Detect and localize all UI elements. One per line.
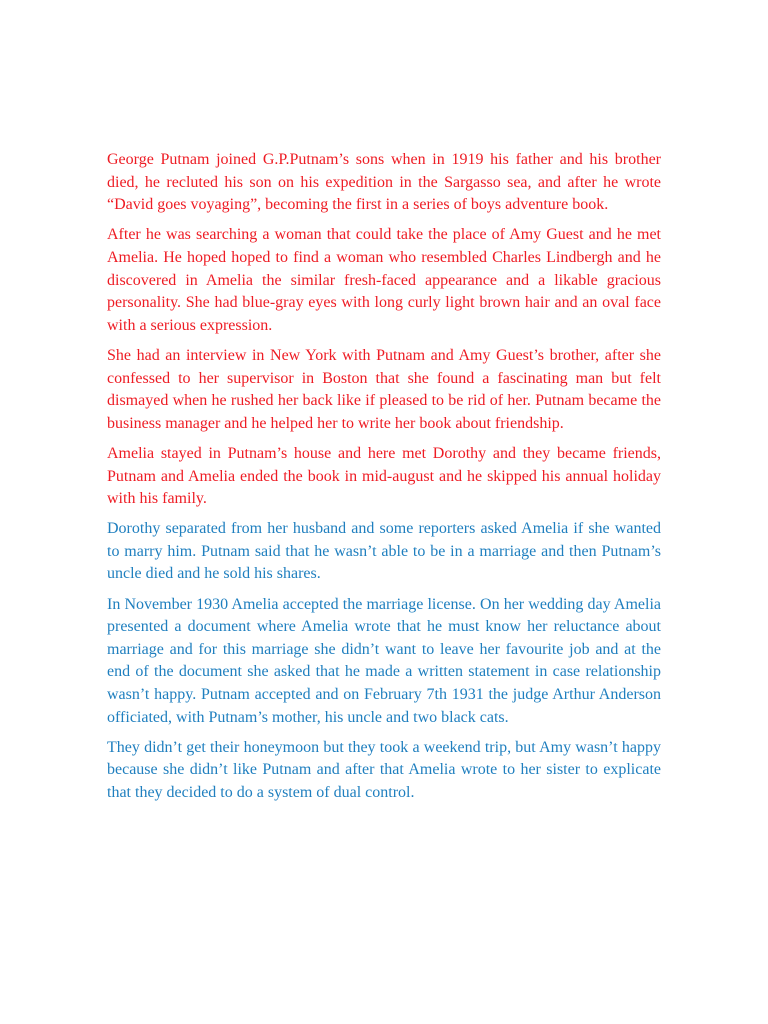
paragraph-putnam-joined: George Putnam joined G.P.Putnam’s sons when in 1919 his father and his brother died, he recluted his son on his expedition in the Sargasso sea, and after he wrote “David goes voyaging”, becoming the first in a series of boys adventure book. bbox=[107, 151, 661, 214]
document-body bbox=[107, 149, 661, 812]
paragraph-interview: She had an interview in New York with Putnam and Amy Guest’s brother, after she confessed to her supervisor in Boston that she found a fascinating man but felt dismayed when he rushed her back like if pleased to be rid of her. Putnam became the business manager and he helped her to write her book about friendship. bbox=[107, 346, 661, 432]
paragraph-honeymoon: They didn’t get their honeymoon but they took a weekend trip, but Amy wasn’t happy because she didn’t like Putnam and after that Amelia wrote to her sister to explicate that they decided to do a system of dual control. bbox=[107, 738, 661, 801]
paragraph-dorothy-separated: Dorothy separated from her husband and some reporters asked Amelia if she wanted to marry him. Putnam said that he wasn’t able to be in a marriage and then Putnam’s uncle died and he sold his shares. bbox=[107, 520, 661, 583]
paragraph-amelia-stayed: Amelia stayed in Putnam’s house and here met Dorothy and they became friends, Putnam and Amelia ended the book in mid-august and he skipped his annual holiday with his family. bbox=[107, 444, 661, 508]
paragraph-searching-woman: After he was searching a woman that could take the place of Amy Guest and he met Amelia. He hoped hoped to find a woman who resembled Charles Lindbergh and he discovered in Amelia the similar fresh-faced appearance and a likable gracious personality. She had blue-gray eyes with long curly light brown hair and an oval face with a serious expression. bbox=[107, 226, 661, 334]
paragraph-marriage-license: In November 1930 Amelia accepted the marriage license. On her wedding day Amelia presented a document where Amelia wrote that he must know her reluctance about marriage and for this marriage she didn’t want to leave her favourite job and at the end of the document she asked that he made a written statement in case relationship wasn’t happy. Putnam accepted and on February 7th 1931 the judge Arthur Anderson officiated, with Putnam’s mother, his uncle and two black cats. bbox=[107, 595, 661, 726]
